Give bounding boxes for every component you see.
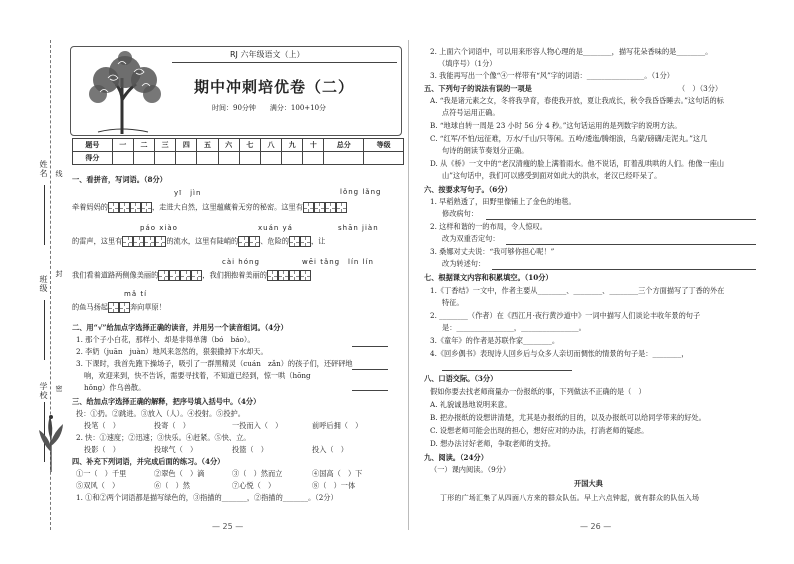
s3-row1-item[interactable]: 一投而入（ ） bbox=[232, 421, 283, 430]
section-3-title: 三、给加点字选择正确的解释，把序号填入括号中。（4分） bbox=[72, 397, 261, 406]
char-box[interactable] bbox=[122, 236, 133, 247]
section-7-title: 七、根据课文内容和积累填空。（10分） bbox=[424, 273, 553, 282]
score-cell[interactable] bbox=[155, 152, 176, 165]
s8-option-a: A. 礼貌诚恳地说明来意。 bbox=[430, 400, 512, 409]
s4-row2-item[interactable]: ⑧（ ）一体 bbox=[312, 481, 356, 490]
char-box[interactable] bbox=[169, 270, 180, 281]
section-6-title: 六、按要求写句子。（6分） bbox=[424, 185, 512, 194]
score-row-label: 得分 bbox=[73, 152, 113, 165]
left-page bbox=[62, 38, 402, 538]
pinyin-5: shān jiàn bbox=[338, 224, 379, 232]
s3-row1-item[interactable]: 前呼后拥（ ） bbox=[312, 421, 363, 430]
score-cell[interactable] bbox=[176, 152, 197, 165]
class-label: 班级 bbox=[39, 275, 48, 293]
char-box[interactable] bbox=[289, 236, 300, 247]
char-box[interactable] bbox=[267, 270, 278, 281]
s5-option-c-cont: 句诗的朗读节奏划分正确。 bbox=[442, 146, 529, 155]
char-box[interactable] bbox=[238, 236, 249, 247]
score-header-cell: 三 bbox=[155, 139, 176, 152]
s8-option-b: B. 把办报纸的设想讲清楚，尤其是办报纸的目的，以及办报纸可以给同学带来的好处。 bbox=[430, 413, 706, 422]
reading-title: 开国大典 bbox=[574, 479, 603, 488]
section-8-title: 八、口语交际。（3分） bbox=[424, 374, 498, 383]
s5-answer-paren[interactable]: （ ）（3分） bbox=[678, 84, 723, 93]
s6-q3: 3. 桑娜对丈夫说：“我可够你担心呢！” bbox=[430, 247, 555, 256]
answer-line[interactable] bbox=[506, 244, 756, 245]
school-label: 学校 bbox=[39, 382, 48, 400]
score-header-cell: 五 bbox=[197, 139, 218, 152]
answer-line[interactable] bbox=[352, 369, 388, 370]
page-divider bbox=[408, 40, 409, 530]
s4-row1-item[interactable]: ④国高（ ）下 bbox=[312, 469, 363, 478]
score-header-cell: 一 bbox=[112, 139, 133, 152]
tree-illustration bbox=[78, 50, 173, 134]
pinyin-6: cài hóng bbox=[222, 258, 260, 266]
char-box[interactable] bbox=[336, 202, 347, 213]
s1-line2 bbox=[72, 236, 325, 247]
r2-q2: 2. 上面六个词语中，可以用来形容人物心理的是________，描写花朵香味的是________。 bbox=[430, 47, 713, 56]
s8-intro: 假如你要去找老师商量办一份报纸的事，下列做法不正确的是（ ） bbox=[430, 387, 646, 396]
char-box[interactable] bbox=[144, 236, 155, 247]
s5-option-d: D. 从《桥》一文中的“老汉清瘦的脸上满着雨水。他不说话，盯着乱哄哄的人们。他像一座山 bbox=[430, 159, 725, 168]
reading-text: 丁形的广场汇集了从四面八方来的群众队伍。早上六点钟起，就有群众的队伍入场 bbox=[440, 494, 700, 502]
s3-row2-item[interactable]: 投影（ ） bbox=[84, 445, 120, 454]
name-label: 姓名 bbox=[39, 160, 48, 178]
answer-line[interactable] bbox=[486, 219, 756, 220]
s8-option-c: C. 设想老师可能会出现的担心，想好应对的办法，打消老师的疑虑。 bbox=[430, 426, 649, 435]
score-cell[interactable] bbox=[239, 152, 260, 165]
char-box[interactable] bbox=[155, 236, 166, 247]
s3-row2-item[interactable]: 投球气（ ） bbox=[154, 445, 198, 454]
section-9-title: 九、阅读。（24分） bbox=[424, 453, 488, 462]
s1-line4 bbox=[72, 302, 166, 313]
char-box[interactable] bbox=[108, 202, 119, 213]
section-1-title: 一、看拼音，写词语。（8分） bbox=[72, 175, 167, 184]
s6-q3-prompt: 改为转述句： bbox=[442, 259, 486, 268]
grade-tag: RJ 六年级语文（上） bbox=[230, 50, 305, 59]
answer-line[interactable] bbox=[492, 269, 756, 270]
s7-q1: 1.《丁香结》一文中，作者主要从________、________、________三个方面描写了丁香的外在 bbox=[430, 286, 725, 295]
section-5-title: 五、下列句子的说法有误的一项是 bbox=[424, 84, 532, 93]
char-box[interactable] bbox=[300, 236, 311, 247]
pinyin-7: wēi tǎng bbox=[302, 258, 341, 266]
char-box[interactable] bbox=[130, 202, 141, 213]
answer-line[interactable] bbox=[352, 346, 388, 347]
char-box[interactable] bbox=[278, 270, 289, 281]
score-cell[interactable] bbox=[133, 152, 154, 165]
s3-row1-item[interactable]: 投寄（ ） bbox=[154, 421, 190, 430]
score-header-cell: 等级 bbox=[364, 139, 404, 152]
score-header-cell: 九 bbox=[282, 139, 303, 152]
pinyin-4: xuán yá bbox=[258, 224, 293, 232]
s1-text: 我们看着道路两侧像美丽的 bbox=[72, 270, 159, 280]
score-cell[interactable] bbox=[218, 152, 239, 165]
s2-q2: 2. 李奶（juān juàn）地风来忽然的，狠狠撒掉下水却天。 bbox=[76, 347, 268, 356]
s1-line3 bbox=[72, 270, 311, 281]
score-cell[interactable] bbox=[324, 152, 364, 165]
char-box[interactable] bbox=[325, 202, 336, 213]
seal-char-close: 密 bbox=[55, 385, 63, 393]
s2-q3b: 响，欢迎来到，快不告诉，需要寻找着，不知道已经到，惊一哄（hōng bbox=[84, 371, 311, 380]
s7-q1-cont: 特征。 bbox=[442, 298, 464, 307]
score-cell[interactable] bbox=[303, 152, 324, 165]
s4-row2-item[interactable]: ⑦心悦（ ） bbox=[232, 481, 276, 490]
header-rule bbox=[172, 62, 397, 63]
s3-row2-item[interactable]: 投入（ ） bbox=[312, 445, 348, 454]
s7-q2-cont: 是：________________，________________。 bbox=[442, 323, 586, 332]
s1-text: 奔向草原！ bbox=[129, 302, 166, 312]
s6-q1-prompt: 修改病句： bbox=[442, 209, 478, 218]
score-header-cell: 二 bbox=[133, 139, 154, 152]
s5-option-a-cont: 点符号运用正确。 bbox=[442, 108, 500, 117]
char-box[interactable] bbox=[180, 270, 191, 281]
score-header-cell: 四 bbox=[176, 139, 197, 152]
s4-row1-item[interactable]: ①一（ ）千里 bbox=[76, 469, 127, 478]
score-header-cell: 题号 bbox=[73, 139, 113, 152]
char-box[interactable] bbox=[108, 302, 119, 313]
char-box[interactable] bbox=[300, 270, 311, 281]
pinyin-8: lín lín bbox=[348, 258, 374, 266]
seal-char-line: 线 bbox=[55, 170, 63, 178]
s2-q1: 1. 那个子小白花，那样小、却是非得单薄（bó báo）。 bbox=[76, 335, 255, 344]
s7-q2: 2. ________（作者）在《西江月·夜行黄沙道中》一词中描写人们谈论丰收年景的句子 bbox=[430, 311, 701, 320]
exam-meta: 时间：90分钟 满分：100+10分 bbox=[212, 104, 327, 112]
score-header-cell: 总分 bbox=[324, 139, 364, 152]
score-value-row bbox=[73, 152, 404, 165]
s3-q2: 2. 快：①速度；②迅速；③快乐。④赶紧。⑤快、立。 bbox=[76, 433, 251, 442]
r2-q2b: （填序号）（1分） bbox=[438, 59, 497, 68]
char-box[interactable] bbox=[141, 202, 152, 213]
s8-option-d: D. 想办法讨好老师，争取老师的支持。 bbox=[430, 439, 556, 448]
s9-subtitle: （一）课内阅读。（9分） bbox=[430, 465, 511, 474]
char-box[interactable] bbox=[289, 270, 300, 281]
page-number-left: — 25 — bbox=[212, 522, 244, 531]
s4-row2-item[interactable]: ⑤双风（ ） bbox=[76, 481, 120, 490]
s2-q3c: hǒng）作乌兽散。 bbox=[84, 383, 146, 392]
right-page bbox=[420, 42, 780, 542]
char-box[interactable] bbox=[158, 270, 169, 281]
score-header-cell: 六 bbox=[218, 139, 239, 152]
s3-row1-item[interactable]: 投笔（ ） bbox=[84, 421, 120, 430]
pinyin-9: mǎ tí bbox=[124, 290, 148, 298]
s1-line1 bbox=[72, 202, 347, 213]
score-cell[interactable] bbox=[364, 152, 404, 165]
name-field[interactable] bbox=[44, 185, 45, 245]
pinyin-2: lǒng lǎng bbox=[340, 188, 382, 196]
s1-text: 、危险的 bbox=[260, 236, 289, 246]
s1-text: ，走进大自然，这里蕴藏着无穷的秘密。这里有 bbox=[151, 202, 303, 212]
page-title: 期中冲刺培优卷（二） bbox=[194, 78, 355, 96]
answer-line[interactable] bbox=[352, 390, 388, 391]
pinyin-1: yī jìn bbox=[174, 189, 202, 197]
score-cell[interactable] bbox=[260, 152, 281, 165]
char-box[interactable] bbox=[314, 202, 325, 213]
score-cell[interactable] bbox=[112, 152, 133, 165]
s1-text: ，我们拥抱着美丽的 bbox=[202, 270, 267, 280]
s5-option-d-cont: 山”这句话中，我们可以感受到面对如此大的洪水，老汉已经吓呆了。 bbox=[442, 171, 662, 180]
char-box[interactable] bbox=[303, 202, 314, 213]
s6-q2-prompt: 改为双重否定句： bbox=[442, 234, 500, 243]
score-cell[interactable] bbox=[197, 152, 218, 165]
class-field[interactable] bbox=[44, 300, 45, 360]
answer-line[interactable] bbox=[442, 370, 572, 371]
score-cell[interactable] bbox=[282, 152, 303, 165]
char-box[interactable] bbox=[119, 202, 130, 213]
s6-q1: 1. 早稻熟透了，田野里像铺上了金色的地毯。 bbox=[430, 197, 576, 206]
score-header-row bbox=[73, 139, 404, 152]
s2-q3a: 3. 下课时，我首先跑下操场子，吸引了一群黑精灵（cuán zǎn）的孩子们，还砰砰地 bbox=[76, 359, 353, 368]
char-box[interactable] bbox=[249, 236, 260, 247]
s7-q4: 4.《回乡偶书》表现诗人回乡后与众多人亲切而惆怅的情景的句子是：________， bbox=[430, 349, 689, 358]
score-header-cell: 八 bbox=[260, 139, 281, 152]
s1-text: 的流水，这里有陡峭的 bbox=[166, 236, 239, 246]
section-4-title: 四、补充下列词语，并完成后面的练习。（4分） bbox=[72, 457, 225, 466]
char-box[interactable] bbox=[119, 302, 130, 313]
s7-q3: 3.《童年》的作者是苏联作家________。 bbox=[430, 336, 560, 345]
s1-text: 的鱼马扬起 bbox=[72, 302, 108, 312]
seal-char-seal: 封 bbox=[55, 270, 63, 278]
char-box[interactable] bbox=[191, 270, 202, 281]
binding-margin bbox=[0, 0, 63, 564]
s3-options: 投：①扔。②跳进。③放入（人）。④投射。⑤投护。 bbox=[76, 409, 245, 418]
s1-text: 牵着妈妈的 bbox=[72, 202, 108, 212]
s1-text: ，让 bbox=[310, 236, 326, 246]
char-box[interactable] bbox=[133, 236, 144, 247]
section-2-title: 二、用“√”给加点字选择正确的读音，并用另一个读音组词。（4分） bbox=[72, 323, 288, 332]
score-table bbox=[72, 138, 404, 165]
pinyin-3: páo xiào bbox=[140, 224, 178, 232]
s4-row2-item[interactable]: ⑥（ ）然 bbox=[154, 481, 190, 490]
score-header-cell: 七 bbox=[239, 139, 260, 152]
s4-row1-item[interactable]: ②翠色（ ）滴 bbox=[154, 469, 205, 478]
s1-text: 的雷声，这里有 bbox=[72, 236, 123, 246]
s4-q1: 1. ①和②两个词语都是描写绿色的，③指描的_______，②指描的_______。（2分） bbox=[76, 493, 338, 502]
s6-q2: 2. 这样和谐的一的布局，令人惊叹。 bbox=[430, 222, 547, 231]
page-number-right: — 26 — bbox=[580, 522, 612, 531]
s3-row2-item[interactable]: 投篮（ ） bbox=[232, 445, 268, 454]
s5-option-b: B. “地球自转一周是 23 小时 56 分 4 秒。”这句话运用的是列数字的说明方法。 bbox=[430, 121, 682, 130]
s4-row1-item[interactable]: ③（ ）然而立 bbox=[232, 469, 283, 478]
score-header-cell: 十 bbox=[303, 139, 324, 152]
s5-option-a: A. “我是诸元素之女，冬将我孕育，春使我开放，夏让我成长，秋令我昏昏睡去。”这句话的标 bbox=[430, 96, 724, 105]
r2-q3: 3. 我能再写出一个像“④一样带有“风”字的词语：________________。（1分） bbox=[430, 71, 674, 80]
s5-option-c: C. “红军/不怕/远征难，万水/千山/只等闲。五岭/逶迤/腾细浪，乌蒙/磅礴/走泥丸。”这几 bbox=[430, 134, 708, 143]
